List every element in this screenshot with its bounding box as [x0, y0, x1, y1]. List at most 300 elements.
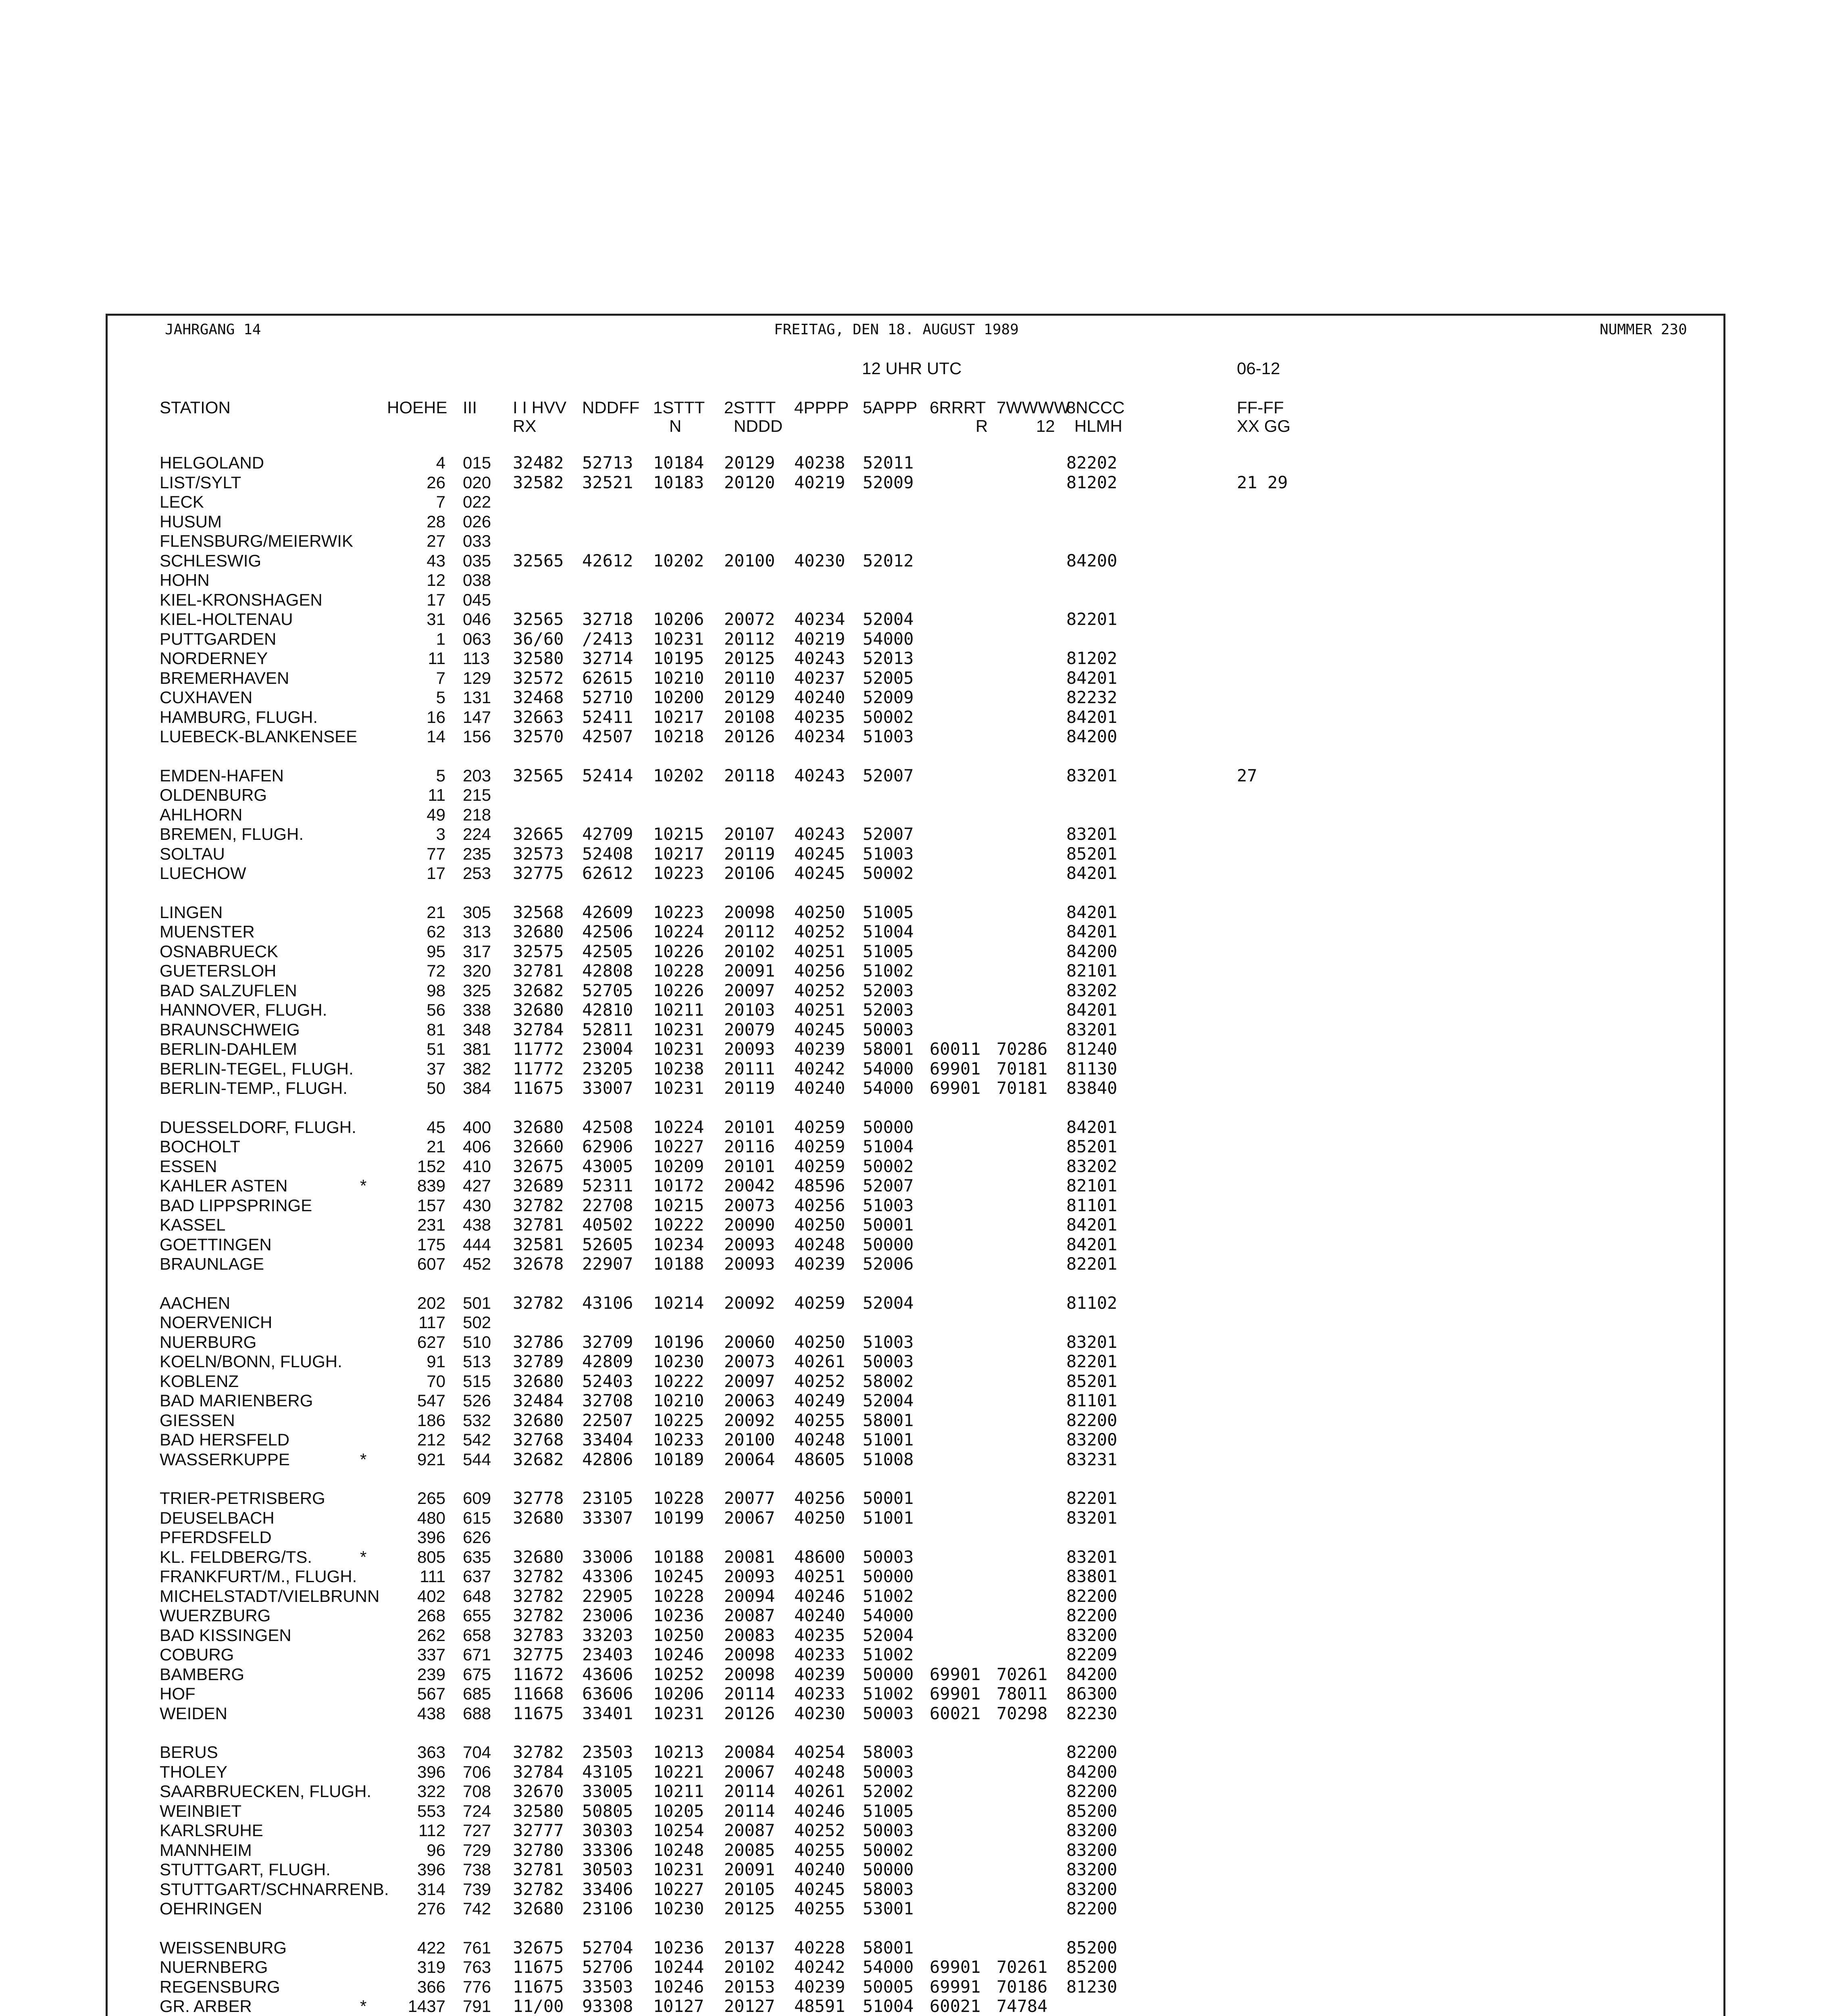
station-number: 658: [463, 1625, 491, 1645]
synop-group: 20072: [724, 609, 775, 629]
station-number: 131: [463, 688, 491, 707]
synop-group: 81102: [1066, 1293, 1118, 1313]
synop-group: 52002: [863, 1781, 914, 1801]
synop-group: 50002: [863, 707, 914, 727]
synop-group: 42709: [582, 824, 633, 844]
station-name: KARLSRUHE: [160, 1821, 263, 1840]
synop-group: 40250: [794, 902, 845, 922]
synop-group: 48605: [794, 1449, 845, 1469]
station-hoehe: 26: [427, 473, 445, 492]
synop-group: 32775: [513, 1645, 564, 1664]
synop-group: 69901: [930, 1957, 981, 1977]
synop-group: 32582: [513, 472, 564, 492]
synop-group: 40239: [794, 1976, 845, 1997]
synop-group: 60021: [930, 1703, 981, 1723]
table-row: [0, 649, 1848, 669]
synop-group: 30303: [582, 1820, 633, 1840]
table-row: [0, 571, 1848, 590]
station-hoehe: 14: [427, 727, 445, 746]
synop-group: 32709: [582, 1332, 633, 1352]
station-name: KIEL-HOLTENAU: [160, 610, 293, 629]
synop-group: 82200: [1066, 1586, 1118, 1606]
synop-group: 33307: [582, 1508, 633, 1528]
synop-group: 20081: [724, 1547, 775, 1567]
station-number: 035: [463, 551, 491, 570]
station-name: BREMERHAVEN: [160, 668, 289, 687]
station-number: 382: [463, 1059, 491, 1078]
station-number: 544: [463, 1450, 491, 1469]
synop-group: 52007: [863, 1176, 914, 1195]
synop-group: 40261: [794, 1352, 845, 1371]
station-hoehe: 276: [417, 1899, 445, 1918]
station-hoehe: 3: [436, 825, 445, 843]
station-hoehe: 37: [427, 1059, 445, 1078]
synop-group: 53001: [863, 1899, 914, 1918]
station-name: KASSEL: [160, 1215, 226, 1234]
table-row: [0, 1391, 1848, 1411]
synop-group: 20093: [724, 1254, 775, 1274]
synop-group: 32782: [513, 1586, 564, 1606]
synop-group: 62612: [582, 863, 633, 883]
synop-group: 83202: [1066, 980, 1118, 1000]
synop-group: 86300: [1066, 1684, 1118, 1704]
synop-group: 32781: [513, 961, 564, 981]
synop-group: 10233: [653, 1430, 704, 1450]
synop-group: 70181: [997, 1078, 1048, 1098]
synop-group: 11675: [513, 1703, 564, 1723]
synop-group: 40248: [794, 1762, 845, 1782]
synop-group: 52004: [863, 1293, 914, 1313]
table-row: [0, 1958, 1848, 1977]
synop-group: 52414: [582, 765, 633, 785]
col-7wwww: 7WWWW: [997, 398, 1070, 417]
synop-group: 50000: [863, 1566, 914, 1586]
synop-group: 81230: [1066, 1976, 1118, 1997]
synop-group: 20120: [724, 472, 775, 492]
synop-group: 40256: [794, 1195, 845, 1215]
synop-group: 82201: [1066, 1488, 1118, 1508]
synop-group: 10223: [653, 863, 704, 883]
table-row: [0, 512, 1848, 532]
synop-group: 40248: [794, 1430, 845, 1450]
synop-group: 70181: [997, 1058, 1048, 1079]
synop-group: 54000: [863, 629, 914, 649]
table-row: [0, 785, 1848, 805]
synop-group: 32675: [513, 1156, 564, 1176]
station-hoehe: 5: [436, 688, 445, 707]
synop-group: 51002: [863, 1645, 914, 1664]
synop-group: 10202: [653, 550, 704, 571]
station-name: BOCHOLT: [160, 1137, 240, 1156]
synop-group: 32670: [513, 1781, 564, 1801]
synop-group: 40250: [794, 1332, 845, 1352]
station-hoehe: 322: [417, 1782, 445, 1801]
synop-group: 22905: [582, 1586, 633, 1606]
station-name: KOELN/BONN, FLUGH.: [160, 1352, 342, 1371]
synop-group: 20100: [724, 1430, 775, 1450]
synop-group: 10172: [653, 1176, 704, 1195]
station-number: 526: [463, 1391, 491, 1410]
bergstation-mark: *: [360, 1547, 367, 1566]
station-hoehe: 21: [427, 902, 445, 922]
station-hoehe: 28: [427, 512, 445, 531]
synop-group: 32714: [582, 648, 633, 668]
synop-group: 50002: [863, 863, 914, 883]
synop-group: 51008: [863, 1449, 914, 1469]
station-number: 022: [463, 492, 491, 511]
table-row: [0, 1899, 1848, 1919]
station-number: 776: [463, 1977, 491, 1996]
table-row: [0, 1235, 1848, 1255]
synop-group: 11675: [513, 1078, 564, 1098]
synop-group: 10206: [653, 609, 704, 629]
synop-group: 70286: [997, 1039, 1048, 1059]
synop-group: 52006: [863, 1254, 914, 1274]
synop-group: 84201: [1066, 922, 1118, 941]
station-name: THOLEY: [160, 1762, 228, 1781]
synop-group: 81202: [1066, 472, 1118, 492]
synop-group: 40242: [794, 1058, 845, 1079]
station-hoehe: 7: [436, 492, 445, 511]
synop-group: 32682: [513, 1449, 564, 1469]
synop-group: 85201: [1066, 1371, 1118, 1391]
synop-group: 23006: [582, 1606, 633, 1625]
synop-group: 32680: [513, 1410, 564, 1430]
synop-group: 83201: [1066, 1332, 1118, 1352]
synop-group: 42507: [582, 727, 633, 746]
synop-group: 84200: [1066, 727, 1118, 746]
synop-group: 32778: [513, 1488, 564, 1508]
station-hoehe: 607: [417, 1254, 445, 1273]
synop-group: 40252: [794, 1820, 845, 1840]
synop-group: 52004: [863, 1625, 914, 1645]
table-row: [0, 1587, 1848, 1606]
synop-group: 32565: [513, 765, 564, 785]
synop-group: 51002: [863, 1684, 914, 1704]
table-row: [0, 1762, 1848, 1782]
jahrgang: JAHRGANG 14: [165, 321, 261, 338]
synop-group: 51003: [863, 727, 914, 746]
synop-group: 52003: [863, 980, 914, 1000]
nummer: NUMMER 230: [1600, 321, 1687, 338]
synop-group: 10248: [653, 1840, 704, 1860]
synop-group: 50003: [863, 1820, 914, 1840]
synop-group: 32784: [513, 1762, 564, 1782]
synop-group: 20110: [724, 668, 775, 688]
synop-group: 58001: [863, 1410, 914, 1430]
station-hoehe: 50: [427, 1079, 445, 1098]
synop-group: 32675: [513, 1937, 564, 1958]
station-name: LIST/SYLT: [160, 473, 241, 492]
synop-group: 21 29: [1237, 472, 1288, 492]
synop-group: 40228: [794, 1937, 845, 1958]
table-row: [0, 981, 1848, 1001]
synop-group: 20067: [724, 1762, 775, 1782]
station-name: ESSEN: [160, 1156, 217, 1176]
synop-group: 10252: [653, 1664, 704, 1684]
synop-group: 84200: [1066, 550, 1118, 571]
synop-group: 33503: [582, 1976, 633, 1997]
table-row: [0, 942, 1848, 962]
synop-group: 32660: [513, 1137, 564, 1156]
synop-group: 32521: [582, 472, 633, 492]
synop-group: 83200: [1066, 1430, 1118, 1450]
synop-group: 52004: [863, 1391, 914, 1410]
table-row: [0, 1743, 1848, 1762]
synop-group: 69991: [930, 1976, 981, 1997]
station-number: 046: [463, 610, 491, 629]
synop-group: 40249: [794, 1391, 845, 1410]
station-hoehe: 265: [417, 1489, 445, 1508]
synop-group: 50003: [863, 1703, 914, 1723]
synop-group: 32572: [513, 668, 564, 688]
table-row: [0, 1215, 1848, 1235]
station-name: WASSERKUPPE: [160, 1450, 290, 1469]
synop-group: 32575: [513, 941, 564, 961]
synop-group: 40255: [794, 1840, 845, 1860]
synop-group: 50002: [863, 1156, 914, 1176]
station-name: WEIDEN: [160, 1704, 227, 1723]
synop-group: 82209: [1066, 1645, 1118, 1664]
synop-group: 33406: [582, 1879, 633, 1899]
synop-group: 62615: [582, 668, 633, 688]
synop-group: 84201: [1066, 1117, 1118, 1137]
table-row: [0, 1079, 1848, 1098]
synop-group: 40230: [794, 1703, 845, 1723]
synop-group: 82230: [1066, 1703, 1118, 1723]
synop-group: 10205: [653, 1801, 704, 1821]
synop-group: 10231: [653, 1860, 704, 1879]
station-hoehe: 1437: [408, 1997, 445, 2016]
synop-group: 81101: [1066, 1195, 1118, 1215]
station-number: 615: [463, 1508, 491, 1527]
station-hoehe: 319: [417, 1958, 445, 1976]
station-name: AHLHORN: [160, 805, 243, 824]
col-1sttt-sub: N: [669, 417, 682, 435]
table-row: [0, 1821, 1848, 1841]
synop-group: 20127: [724, 1996, 775, 2016]
synop-group: 23106: [582, 1899, 633, 1918]
col-ffff-sub: XX GG: [1237, 417, 1291, 435]
synop-group: 54000: [863, 1078, 914, 1098]
station-name: KL. FELDBERG/TS.: [160, 1547, 312, 1566]
synop-group: 40261: [794, 1781, 845, 1801]
synop-group: 84201: [1066, 1234, 1118, 1254]
station-number: 635: [463, 1547, 491, 1566]
synop-group: 52713: [582, 453, 633, 473]
synop-group: 52411: [582, 707, 633, 727]
synop-group: 10213: [653, 1742, 704, 1762]
synop-group: 32665: [513, 824, 564, 844]
synop-group: 20111: [724, 1058, 775, 1079]
station-hoehe: 480: [417, 1508, 445, 1527]
station-hoehe: 366: [417, 1977, 445, 1996]
station-number: 406: [463, 1137, 491, 1156]
station-hoehe: 17: [427, 590, 445, 609]
table-row: [0, 1782, 1848, 1801]
station-name: OSNABRUECK: [160, 941, 279, 961]
synop-group: 69901: [930, 1078, 981, 1098]
synop-group: 23503: [582, 1742, 633, 1762]
synop-group: 36/60: [513, 629, 564, 649]
synop-group: 48600: [794, 1547, 845, 1567]
station-name: FRANKFURT/M., FLUGH.: [160, 1567, 357, 1586]
synop-group: 48596: [794, 1176, 845, 1195]
synop-group: 10234: [653, 1234, 704, 1254]
synop-group: 83200: [1066, 1879, 1118, 1899]
table-row: [0, 590, 1848, 610]
station-hoehe: 396: [417, 1528, 445, 1547]
station-hoehe: 95: [427, 941, 445, 961]
synop-group: 20105: [724, 1879, 775, 1899]
station-number: 430: [463, 1195, 491, 1215]
synop-group: 52012: [863, 550, 914, 571]
synop-group: 43606: [582, 1664, 633, 1684]
station-name: BRAUNSCHWEIG: [160, 1020, 300, 1039]
col-8nccc: 8NCCC: [1066, 398, 1125, 417]
synop-group: 50001: [863, 1488, 914, 1508]
col-iii: III: [463, 398, 477, 417]
station-number: 791: [463, 1997, 491, 2016]
synop-group: 40252: [794, 980, 845, 1000]
synop-group: 20060: [724, 1332, 775, 1352]
synop-group: 10199: [653, 1508, 704, 1528]
synop-group: 20125: [724, 1899, 775, 1918]
synop-group: 20079: [724, 1019, 775, 1039]
synop-group: 32718: [582, 609, 633, 629]
synop-group: 50000: [863, 1234, 914, 1254]
synop-group: 20108: [724, 707, 775, 727]
table-row: [0, 1801, 1848, 1821]
synop-group: 40256: [794, 961, 845, 981]
station-name: LECK: [160, 492, 204, 511]
synop-group: 69901: [930, 1058, 981, 1079]
synop-group: 51002: [863, 961, 914, 981]
synop-group: 32782: [513, 1606, 564, 1625]
station-hoehe: 396: [417, 1762, 445, 1781]
station-hoehe: 314: [417, 1879, 445, 1899]
synop-group: 32786: [513, 1332, 564, 1352]
station-number: 063: [463, 629, 491, 648]
synop-group: 42810: [582, 1000, 633, 1020]
station-name: BAD LIPPSPRINGE: [160, 1195, 312, 1215]
synop-group: 20064: [724, 1449, 775, 1469]
synop-group: 40234: [794, 727, 845, 746]
synop-group: 40237: [794, 668, 845, 688]
synop-group: 32708: [582, 1391, 633, 1410]
station-number: 427: [463, 1176, 491, 1195]
synop-group: 40255: [794, 1410, 845, 1430]
synop-group: 10184: [653, 453, 704, 473]
synop-group: 54000: [863, 1058, 914, 1079]
synop-group: 20073: [724, 1195, 775, 1215]
station-hoehe: 43: [427, 551, 445, 570]
station-hoehe: 567: [417, 1684, 445, 1703]
synop-group: 11772: [513, 1058, 564, 1079]
synop-group: 40256: [794, 1488, 845, 1508]
synop-group: 40230: [794, 550, 845, 571]
synop-group: 10246: [653, 1645, 704, 1664]
station-hoehe: 72: [427, 961, 445, 980]
station-hoehe: 49: [427, 805, 445, 824]
station-number: 724: [463, 1801, 491, 1820]
synop-group: 20103: [724, 1000, 775, 1020]
synop-group: 43005: [582, 1156, 633, 1176]
synop-group: 32782: [513, 1566, 564, 1586]
station-number: 444: [463, 1235, 491, 1254]
station-table: [0, 453, 1848, 2016]
table-row: [0, 805, 1848, 825]
synop-group: 10189: [653, 1449, 704, 1469]
station-name: AACHEN: [160, 1293, 231, 1312]
station-name: SCHLESWIG: [160, 551, 262, 570]
table-row: [0, 1508, 1848, 1528]
synop-group: 32689: [513, 1176, 564, 1195]
synop-group: 10218: [653, 727, 704, 746]
col-iihvv: I I HVV: [513, 398, 567, 417]
synop-group: 84201: [1066, 1000, 1118, 1020]
synop-group: 42612: [582, 550, 633, 571]
table-row: [0, 864, 1848, 883]
synop-group: 70186: [997, 1976, 1048, 1997]
synop-group: 40248: [794, 1234, 845, 1254]
synop-group: 20119: [724, 1078, 775, 1098]
synop-group: 40238: [794, 453, 845, 473]
synop-group: 82200: [1066, 1742, 1118, 1762]
station-name: BERLIN-TEMP., FLUGH.: [160, 1079, 348, 1098]
synop-group: 32468: [513, 687, 564, 707]
synop-group: 82200: [1066, 1781, 1118, 1801]
synop-group: 32580: [513, 648, 564, 668]
synop-group: 32581: [513, 1234, 564, 1254]
station-name: HOF: [160, 1684, 196, 1703]
synop-group: 10188: [653, 1254, 704, 1274]
station-name: NOERVENICH: [160, 1313, 273, 1332]
station-number: 381: [463, 1039, 491, 1058]
station-hoehe: 27: [427, 531, 445, 550]
synop-group: 85201: [1066, 843, 1118, 864]
synop-group: 10195: [653, 648, 704, 668]
station-number: 020: [463, 473, 491, 492]
synop-group: 51004: [863, 922, 914, 941]
synop-group: 40245: [794, 863, 845, 883]
synop-group: 40245: [794, 1879, 845, 1899]
synop-group: 32782: [513, 1879, 564, 1899]
synop-group: 33306: [582, 1840, 633, 1860]
synop-group: 84201: [1066, 668, 1118, 688]
synop-group: 10215: [653, 1195, 704, 1215]
synop-group: 10217: [653, 843, 704, 864]
synop-group: 20083: [724, 1625, 775, 1645]
synop-group: 30503: [582, 1860, 633, 1879]
bergstation-mark: *: [360, 1997, 367, 2016]
synop-group: 10254: [653, 1820, 704, 1840]
synop-group: 40251: [794, 1000, 845, 1020]
synop-group: 50805: [582, 1801, 633, 1821]
station-name: EMDEN-HAFEN: [160, 766, 284, 785]
synop-group: 54000: [863, 1957, 914, 1977]
col-station: STATION: [160, 398, 231, 417]
synop-group: 10236: [653, 1606, 704, 1625]
station-name: KOBLENZ: [160, 1371, 239, 1391]
synop-group: 10226: [653, 980, 704, 1000]
station-number: 317: [463, 941, 491, 961]
table-row: [0, 1547, 1848, 1567]
synop-group: 50005: [863, 1976, 914, 1997]
synop-group: 40235: [794, 707, 845, 727]
synop-group: 52007: [863, 765, 914, 785]
station-name: BERLIN-DAHLEM: [160, 1039, 297, 1058]
